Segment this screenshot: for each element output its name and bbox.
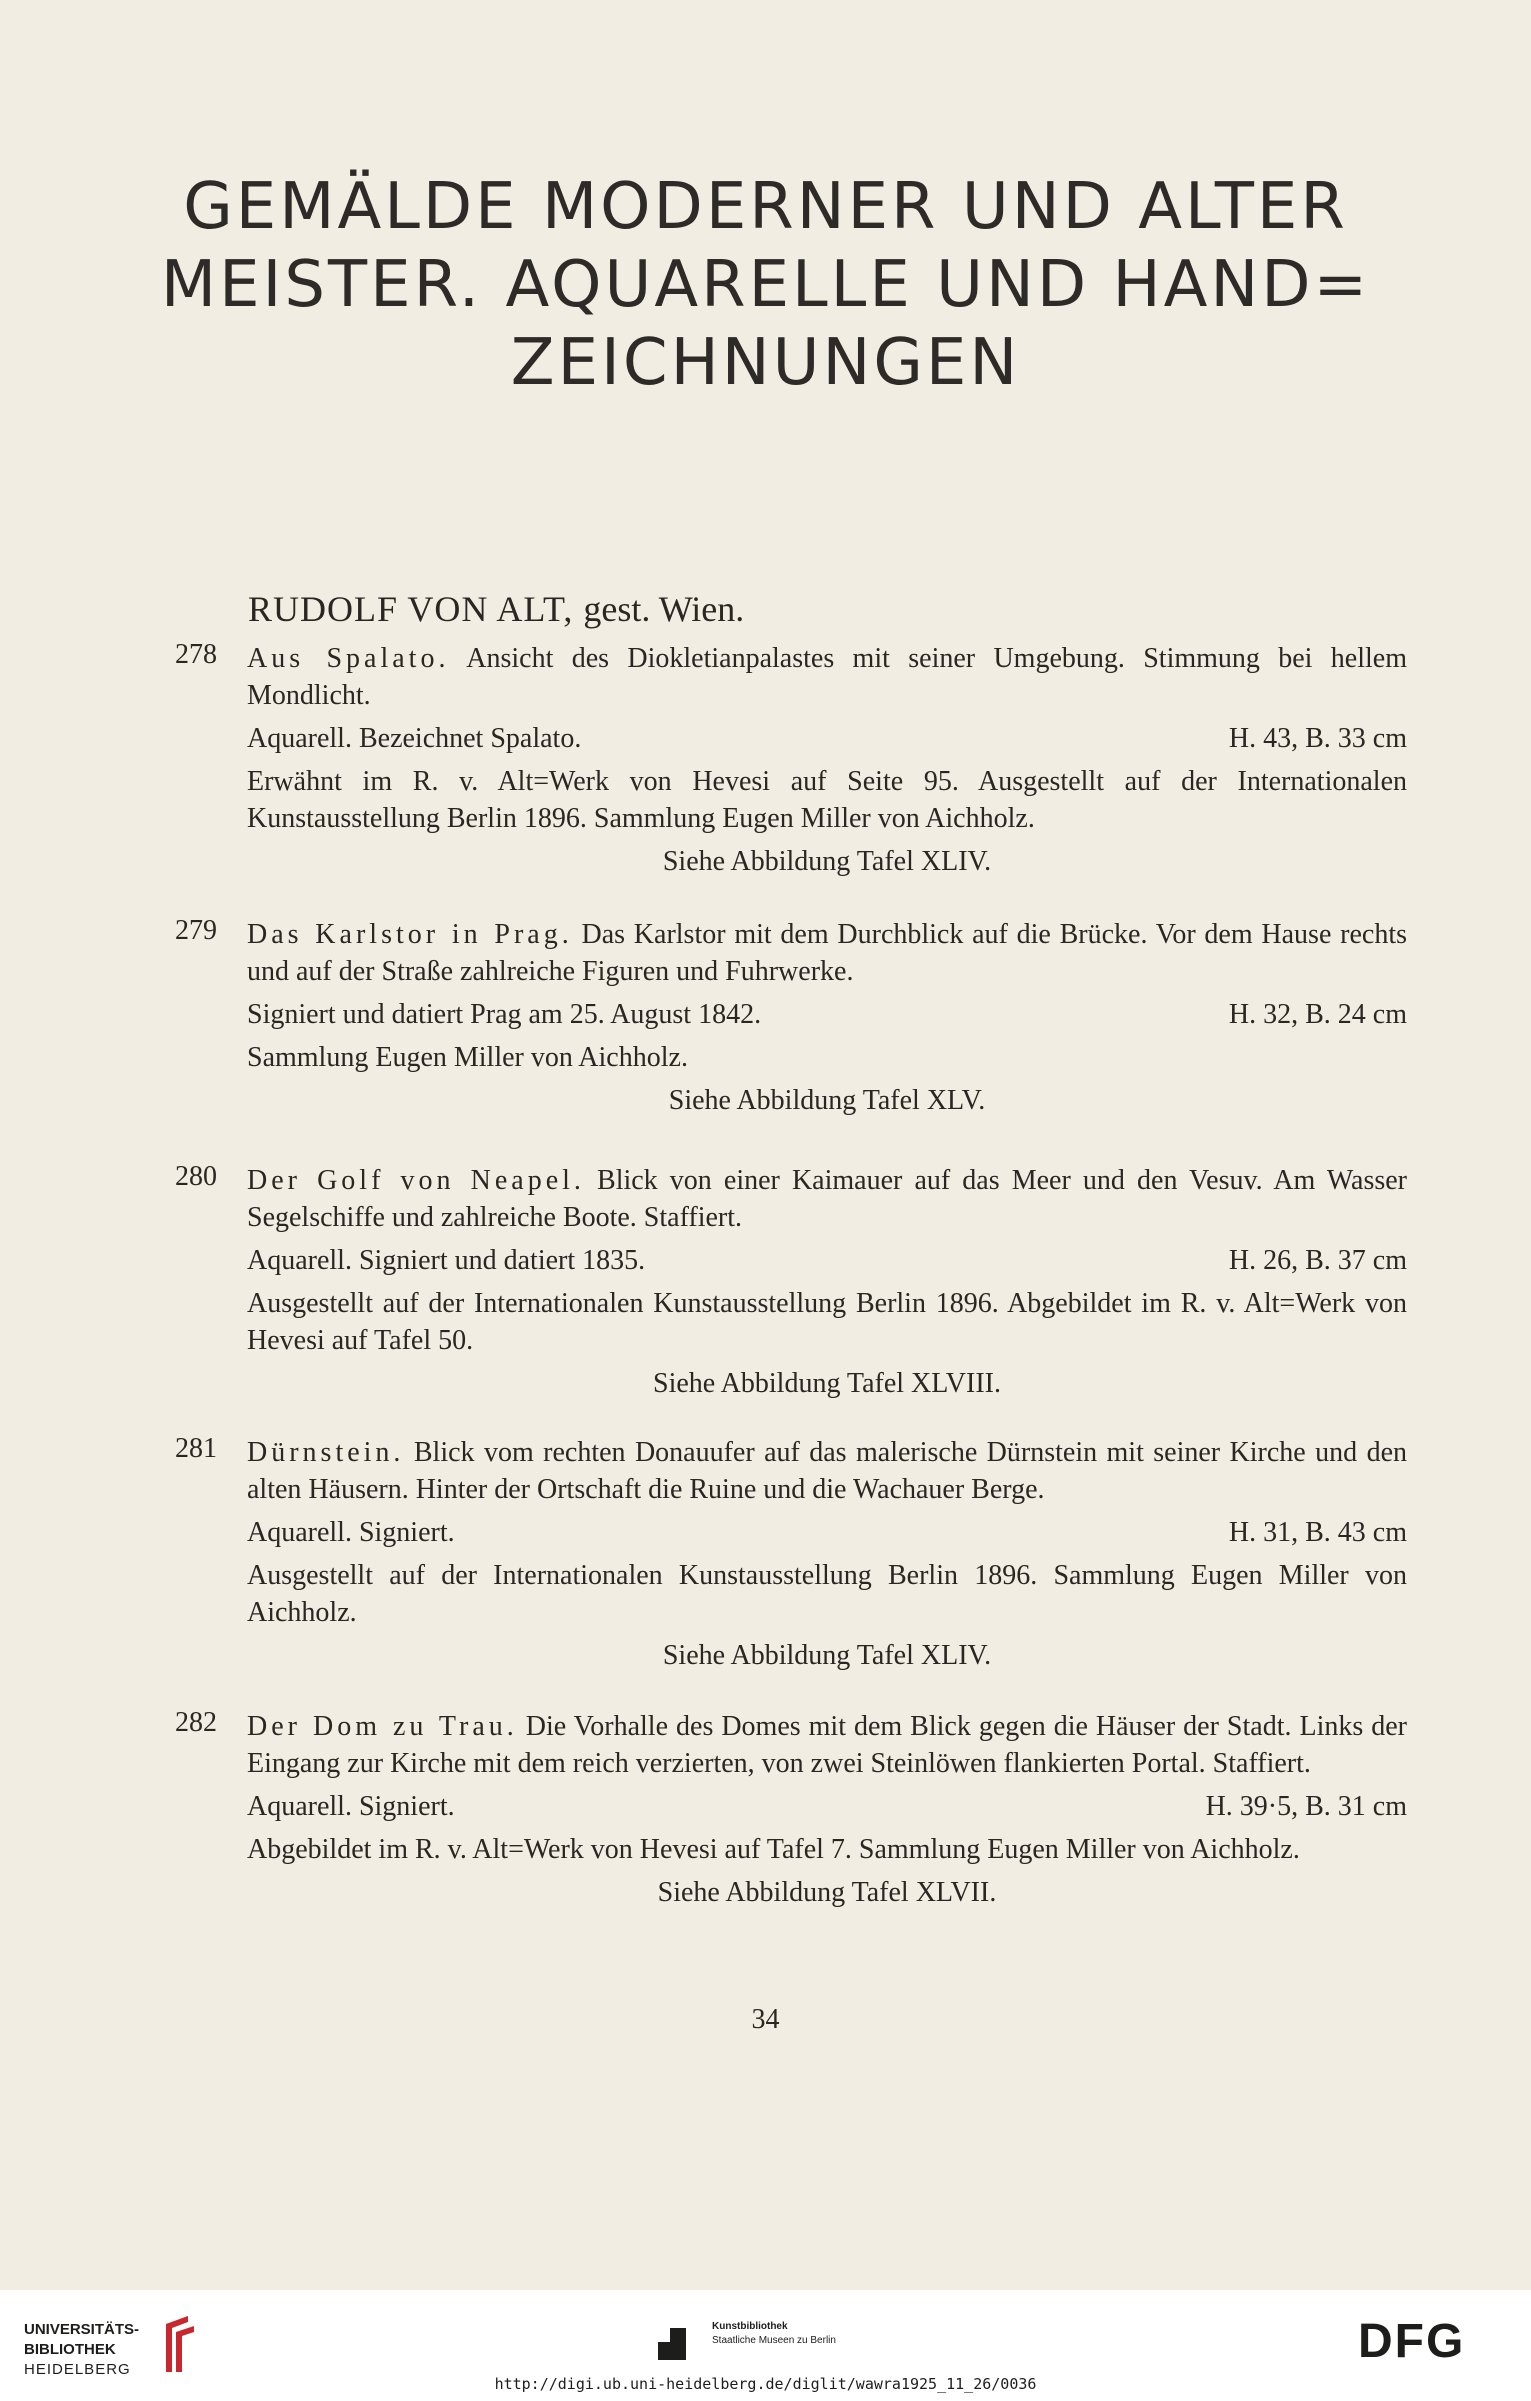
digitization-footer [0,2290,1531,2401]
entry-notes: Ausgestellt auf der Internationalen Kunstausstellung Berlin 1896. Sammlung Eugen Miller von Aichholz. [247,1560,1407,1628]
catalog-entry [175,912,1407,1119]
entry-plate-reference: Siehe Abbildung Tafel XLIV. [662,846,992,877]
ub-line-3: HEIDELBERG [24,2361,131,2378]
entry-size: H. 26, B. 37 cm [1228,1245,1407,1276]
kunstbibliothek-text [712,2320,836,2348]
page-number: 34 [751,2004,780,2035]
catalog-entry [175,636,1407,880]
artist-heading [248,588,744,630]
ub-heidelberg-logo-icon [160,2314,198,2374]
catalog-heading [0,168,1531,402]
catalog-entry [175,1430,1407,1674]
entry-title: Der Dom zu Trau. [247,1711,518,1742]
entry-medium: Aquarell. Signiert. [247,1517,455,1548]
ub-line-2: BIBLIOTHEK [24,2341,116,2358]
entry-plate-reference: Siehe Abbildung Tafel XLV. [668,1085,986,1116]
kb-subtitle: Staatliche Museen zu Berlin [712,2335,836,2346]
heading-line-2: MEISTER. AQUARELLE UND HAND= [160,248,1371,322]
entry-description: Blick von einer Kaimauer auf das Meer und den Vesuv. Am Wasser Segelschiffe und zahlreiche Boote. Staffiert. [247,1165,1407,1233]
entry-description: Die Vorhalle des Domes mit dem Blick gegen die Häuser der Stadt. Links der Eingang zur Kirche mit dem reich verzierten, von zwei Steinlöwen flankierten Portal. Staffiert. [247,1711,1408,1779]
catalog-entry [175,1158,1407,1402]
entry-notes: Erwähnt im R. v. Alt=Werk von Hevesi auf Seite 95. Ausgestellt auf der Internationalen Kunstausstellung Berlin 1896. Sammlung Eugen Miller von Aichholz. [247,766,1407,834]
entry-plate-reference: Siehe Abbildung Tafel XLIV. [662,1640,992,1671]
entry-number: 279 [175,915,217,946]
entry-medium: Aquarell. Bezeichnet Spalato. [247,723,582,754]
kunstbibliothek-logo-icon [650,2322,694,2366]
entry-title: Der Golf von Neapel. [247,1165,585,1196]
entry-medium: Aquarell. Signiert. [247,1791,455,1822]
entry-title: Das Karlstor in Prag. [247,919,573,950]
entry-size: H. 43, B. 33 cm [1228,723,1407,754]
artist-detail: gest. Wien. [583,589,745,629]
entry-size: H. 31, B. 43 cm [1228,1517,1407,1548]
entry-description: Ansicht des Diokletianpalastes mit seiner Umgebung. Stimmung bei hellem Mondlicht. [247,643,1407,711]
entry-notes: Ausgestellt auf der Internationalen Kunstausstellung Berlin 1896. Abgebildet im R. v. Alt=Werk von Hevesi auf Tafel 50. [247,1288,1407,1356]
dfg-logo: DFG [1358,2315,1466,2368]
entry-number: 278 [175,639,217,670]
permalink-url[interactable]: http://digi.ub.uni-heidelberg.de/diglit/wawra1925_11_26/0036 [494,2375,1037,2393]
entry-plate-reference: Siehe Abbildung Tafel XLVIII. [653,1368,1001,1399]
ub-line-1: UNIVERSITÄTS- [24,2321,140,2338]
entry-description: Das Karlstor mit dem Durchblick auf die Brücke. Vor dem Hause rechts und auf der Straße zahlreiche Figuren und Fuhrwerke. [247,919,1407,987]
artist-name: RUDOLF VON ALT, [248,589,574,629]
entry-description: Blick vom rechten Donauufer auf das malerische Dürnstein mit seiner Kirche und den alten Häusern. Hinter der Ortschaft die Ruine und die Wachauer Berge. [247,1437,1407,1505]
kb-name: Kunstbibliothek [712,2321,788,2332]
entry-medium: Aquarell. Signiert und datiert 1835. [247,1245,646,1276]
entry-size: H. 39·5, B. 31 cm [1205,1791,1407,1822]
entry-notes: Sammlung Eugen Miller von Aichholz. [247,1042,688,1073]
heading-line-3: ZEICHNUNGEN [510,326,1021,400]
entry-medium: Signiert und datiert Prag am 25. August 1842. [247,999,762,1030]
catalog-entry [175,1704,1407,1911]
entry-size: H. 32, B. 24 cm [1228,999,1407,1030]
entry-notes: Abgebildet im R. v. Alt=Werk von Hevesi auf Tafel 7. Sammlung Eugen Miller von Aichholz. [247,1834,1300,1865]
entry-number: 282 [175,1707,217,1738]
ub-heidelberg-logo-text [24,2320,139,2380]
heading-line-1: GEMÄLDE MODERNER UND ALTER [183,170,1348,244]
entry-title: Dürnstein. [247,1437,405,1468]
entry-plate-reference: Siehe Abbildung Tafel XLVII. [657,1877,997,1908]
entry-number: 280 [175,1161,217,1192]
entry-number: 281 [175,1433,217,1464]
entry-title: Aus Spalato. [247,643,450,674]
